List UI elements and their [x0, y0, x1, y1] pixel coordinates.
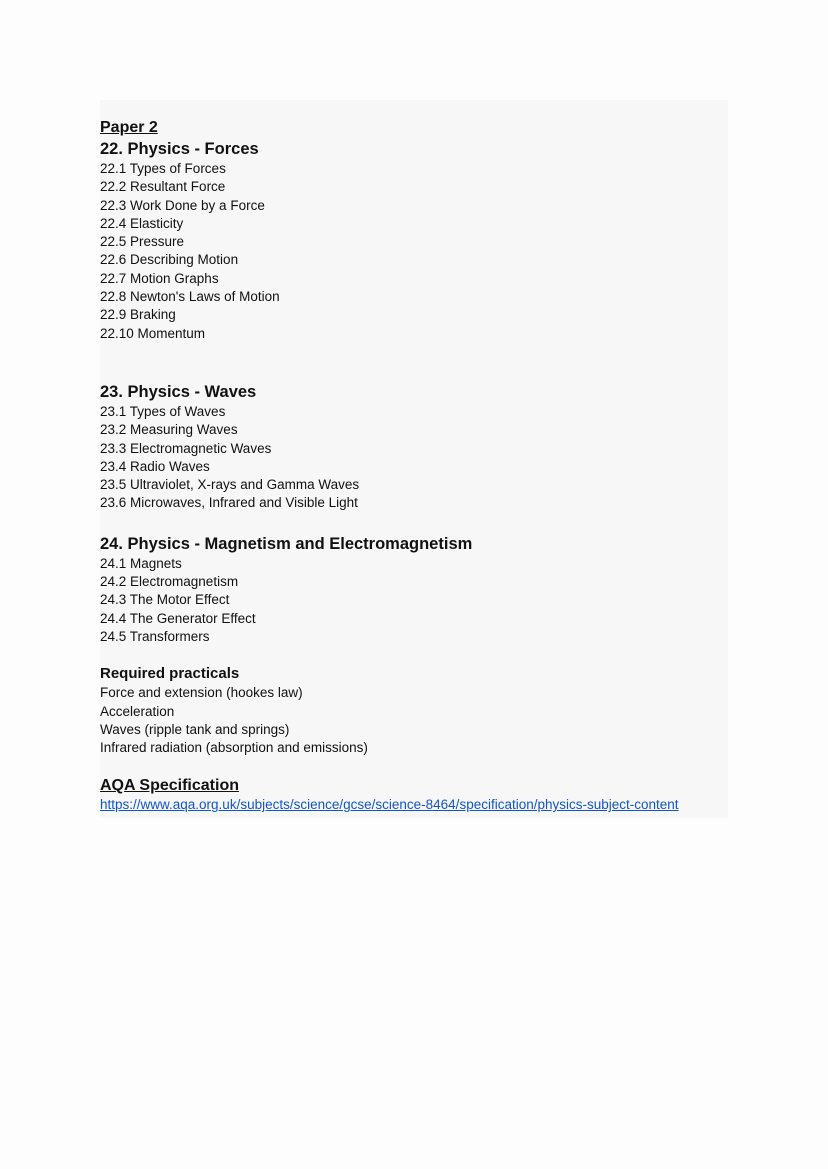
- list-item: 22.2 Resultant Force: [100, 179, 226, 195]
- list-item: 22.9 Braking: [100, 307, 176, 323]
- list-item: Waves (ripple tank and springs): [100, 721, 290, 737]
- paper-title: Paper 2: [100, 119, 158, 136]
- list-item: 22.10 Momentum: [100, 325, 206, 341]
- specification-link[interactable]: https://www.aqa.org.uk/subjects/science/gcse/science-8464/specification/physics-subject-content: [100, 797, 679, 813]
- document-content: [100, 100, 728, 818]
- list-item: Infrared radiation (absorption and emissions): [100, 740, 368, 756]
- topic-list: [100, 160, 728, 343]
- practicals-list: [100, 684, 728, 757]
- section-waves: [100, 381, 728, 513]
- practicals-title: Required practicals: [100, 665, 240, 683]
- list-item: 24.2 Electromagnetism: [100, 574, 239, 590]
- topic-list: [100, 555, 728, 646]
- section-magnetism: [100, 533, 728, 646]
- spacer: [100, 757, 728, 776]
- list-item: 22.3 Work Done by a Force: [100, 197, 265, 213]
- list-item: 24.5 Transformers: [100, 628, 210, 644]
- list-item: 23.6 Microwaves, Infrared and Visible Light: [100, 495, 358, 511]
- list-item: 23.1 Types of Waves: [100, 403, 226, 419]
- list-item: 22.6 Describing Motion: [100, 252, 239, 268]
- list-item: 24.3 The Motor Effect: [100, 592, 230, 608]
- section-title: 22. Physics - Forces: [100, 140, 259, 158]
- list-item: Force and extension (hookes law): [100, 685, 303, 701]
- spacer: [100, 513, 728, 533]
- list-item: 22.1 Types of Forces: [100, 161, 226, 176]
- specification-title: AQA Specification: [100, 777, 239, 795]
- list-item: 22.8 Newton's Laws of Motion: [100, 289, 280, 305]
- list-item: 22.5 Pressure: [100, 234, 185, 250]
- spacer: [100, 343, 728, 381]
- list-item: 23.2 Measuring Waves: [100, 422, 238, 438]
- specification: [100, 776, 728, 814]
- section-forces: [100, 138, 728, 343]
- list-item: 23.3 Electromagnetic Waves: [100, 440, 272, 456]
- section-title: 24. Physics - Magnetism and Electromagnetism: [100, 534, 473, 553]
- list-item: 22.7 Motion Graphs: [100, 270, 219, 286]
- list-item: Acceleration: [100, 703, 175, 719]
- list-item: 23.5 Ultraviolet, X-rays and Gamma Waves: [100, 477, 360, 493]
- topic-list: [100, 403, 728, 513]
- required-practicals: [100, 664, 728, 757]
- list-item: 23.4 Radio Waves: [100, 458, 210, 474]
- list-item: 24.4 The Generator Effect: [100, 610, 256, 626]
- list-item: 24.1 Magnets: [100, 555, 182, 571]
- list-item: 22.4 Elasticity: [100, 215, 184, 231]
- spacer: [100, 646, 728, 664]
- section-title: 23. Physics - Waves: [100, 382, 257, 401]
